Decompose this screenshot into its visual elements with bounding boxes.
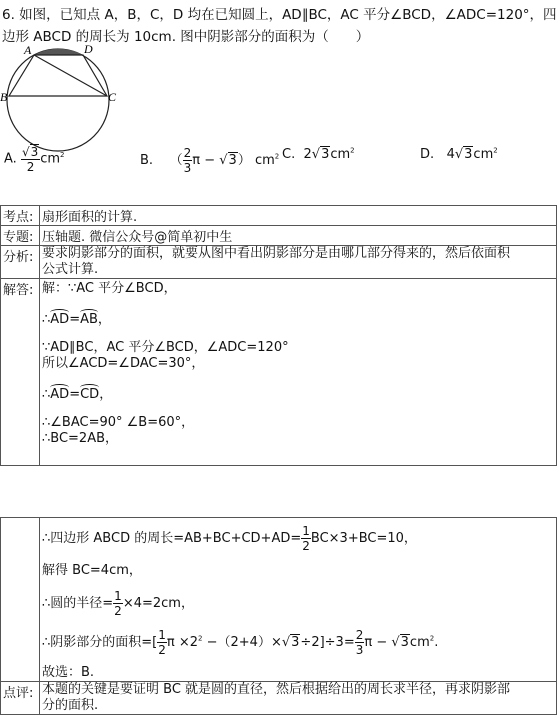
circle [7, 49, 109, 151]
dianping-key: 点评: [1, 682, 40, 715]
fenxi-text: 要求阴影部分的面积，就要从图中看出阴影部分是由哪几部分得来的，然后依面积 公式计算. [40, 246, 557, 279]
shaded-segment [34, 49, 83, 55]
question-line-2: 边形 ABCD 的周长为 10cm. 图中阴影部分的面积为（ ） [2, 29, 370, 45]
label-b: B [0, 90, 8, 104]
label-a: A [24, 43, 32, 57]
diagonal-ac [34, 55, 107, 96]
question-line-1: 6. 如图，已知点 A，B，C，D 均在已知圆上，AD∥BC，AC 平分∠BCD，∠ADC=120°，四 [2, 7, 557, 23]
kaodian-key: 考点: [1, 206, 40, 226]
quadrilateral-abcd [9, 55, 107, 96]
option-c: C. $2√3cm^2$ [282, 146, 355, 162]
solution-table-2 [0, 517, 557, 715]
zhuanti-key: 专题: [1, 226, 40, 246]
jieda-text: 解：∵AC 平分∠BCD， ∴AD=AB， ∵AD∥BC，AC 平分∠BCD，∠ADC=120° 所以∠ACD=∠DAC=30°， ∴AD=CD， ∴∠BAC=90° ∠B=60°， ∴BC=2AB， [40, 279, 557, 466]
option-d: D. $4√3cm^2$ [420, 146, 498, 162]
jieda-key: 解答: [1, 279, 40, 466]
solution-table-1 [0, 205, 557, 466]
kaodian-text: 扇形面积的计算. [40, 206, 557, 226]
label-c: C [108, 90, 117, 104]
option-a: A. $\frac{√3}{2}$ $cm^2$ [4, 145, 65, 174]
dianping-text: 本题的关键是要证明 BC 就是圆的直径，然后根据给出的周长求半径，再求阴影部 分的面积. [40, 682, 557, 715]
fenxi-key: 分析: [1, 246, 40, 279]
option-b: B. （ $\frac{2}{3}$ π − √3） $cm^2$ [140, 146, 280, 175]
label-d: D [84, 42, 93, 56]
zhuanti-text: 压轴题. 微信公众号@简单初中生 [40, 226, 557, 246]
jieda-continued: ∴四边形 ABCD 的周长=AB+BC+CD+AD= $\frac{1}{2}$ BC×3+BC=10， 解得 BC=4cm， ∴圆的半径= $\frac{1}{2}$ ×4=2cm， ∴阴影部分的面积=[ $\frac{1}{2}$ $\pi \times 2^2 -(2+4)\times√3\div 2]\div 3=$ $\frac{2}{3}$ $\pi - √3cm^2$. 故选：B. [40, 518, 557, 682]
